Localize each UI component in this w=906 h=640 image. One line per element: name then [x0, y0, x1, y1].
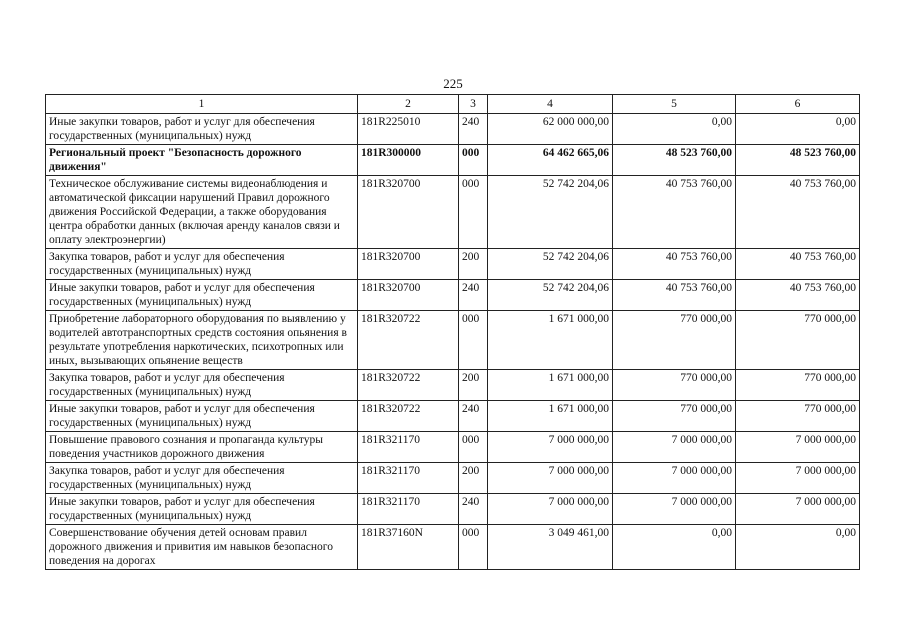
header-cell-3: 3: [459, 95, 488, 114]
header-row: [46, 95, 860, 114]
row-code-cell: 181R320700: [358, 176, 459, 249]
row-value-4-cell: 62 000 000,00: [488, 114, 613, 145]
row-kind-cell: 200: [459, 463, 488, 494]
row-value-5-cell: 40 753 760,00: [613, 176, 736, 249]
row-value-6-cell: 7 000 000,00: [736, 432, 860, 463]
table-row: [46, 249, 860, 280]
header-cell-2: 2: [358, 95, 459, 114]
row-value-4-cell: 52 742 204,06: [488, 280, 613, 311]
row-code-cell: 181R320700: [358, 280, 459, 311]
row-code-cell: 181R320722: [358, 370, 459, 401]
row-value-4-cell: 52 742 204,06: [488, 249, 613, 280]
table-row: [46, 280, 860, 311]
row-code-cell: 181R300000: [358, 145, 459, 176]
row-name-cell: Повышение правового сознания и пропаганда культуры поведения участников дорожного движения: [46, 432, 358, 463]
row-kind-cell: 240: [459, 114, 488, 145]
row-value-5-cell: 7 000 000,00: [613, 463, 736, 494]
row-kind-cell: 000: [459, 145, 488, 176]
header-cell-1: 1: [46, 95, 358, 114]
table-row: [46, 176, 860, 249]
row-value-5-cell: 40 753 760,00: [613, 280, 736, 311]
row-name-cell: Закупка товаров, работ и услуг для обеспечения государственных (муниципальных) нужд: [46, 463, 358, 494]
row-name-cell: Региональный проект "Безопасность дорожного движения": [46, 145, 358, 176]
page-number: 225: [443, 76, 463, 91]
row-value-4-cell: 64 462 665,06: [488, 145, 613, 176]
row-value-6-cell: 40 753 760,00: [736, 176, 860, 249]
row-name-cell: Совершенствование обучения детей основам правил дорожного движения и привития им навыков безопасного поведения на дорогах: [46, 525, 358, 570]
row-kind-cell: 200: [459, 370, 488, 401]
header-cell-6: 6: [736, 95, 860, 114]
row-kind-cell: 000: [459, 525, 488, 570]
row-code-cell: 181R321170: [358, 463, 459, 494]
table-row: [46, 432, 860, 463]
table-row: [46, 463, 860, 494]
row-value-4-cell: 1 671 000,00: [488, 370, 613, 401]
row-value-6-cell: 0,00: [736, 525, 860, 570]
row-code-cell: 181R320722: [358, 401, 459, 432]
table-row: [46, 114, 860, 145]
row-kind-cell: 200: [459, 249, 488, 280]
row-name-cell: Закупка товаров, работ и услуг для обеспечения государственных (муниципальных) нужд: [46, 249, 358, 280]
row-kind-cell: 000: [459, 311, 488, 370]
row-value-5-cell: 770 000,00: [613, 370, 736, 401]
row-code-cell: 181R225010: [358, 114, 459, 145]
row-code-cell: 181R321170: [358, 432, 459, 463]
row-kind-cell: 240: [459, 494, 488, 525]
table-row: [46, 311, 860, 370]
row-name-cell: Иные закупки товаров, работ и услуг для обеспечения государственных (муниципальных) нужд: [46, 401, 358, 432]
row-value-5-cell: 40 753 760,00: [613, 249, 736, 280]
row-name-cell: Иные закупки товаров, работ и услуг для обеспечения государственных (муниципальных) нужд: [46, 280, 358, 311]
row-value-6-cell: 7 000 000,00: [736, 494, 860, 525]
header-cell-5: 5: [613, 95, 736, 114]
row-value-5-cell: 770 000,00: [613, 401, 736, 432]
budget-table: [45, 94, 860, 570]
row-value-4-cell: 7 000 000,00: [488, 494, 613, 525]
row-kind-cell: 000: [459, 432, 488, 463]
row-value-4-cell: 7 000 000,00: [488, 463, 613, 494]
row-name-cell: Приобретение лабораторного оборудования по выявлению у водителей автотранспортных средств состояния опьянения в результате употребления наркотических, психотропных или иных, вызывающих опьянение веществ: [46, 311, 358, 370]
row-value-5-cell: 7 000 000,00: [613, 432, 736, 463]
row-value-4-cell: 1 671 000,00: [488, 401, 613, 432]
row-value-6-cell: 40 753 760,00: [736, 280, 860, 311]
row-name-cell: Техническое обслуживание системы видеонаблюдения и автоматической фиксации нарушений Правил дорожного движения Российской Федерации, а также оборудования центра обработки данных (включая аренду каналов связи и оплату электроэнергии): [46, 176, 358, 249]
row-value-5-cell: 0,00: [613, 525, 736, 570]
table-row: [46, 494, 860, 525]
row-value-4-cell: 1 671 000,00: [488, 311, 613, 370]
row-name-cell: Иные закупки товаров, работ и услуг для обеспечения государственных (муниципальных) нужд: [46, 114, 358, 145]
row-value-5-cell: 48 523 760,00: [613, 145, 736, 176]
row-code-cell: 181R37160N: [358, 525, 459, 570]
row-value-5-cell: 770 000,00: [613, 311, 736, 370]
row-value-6-cell: 770 000,00: [736, 401, 860, 432]
row-name-cell: Закупка товаров, работ и услуг для обеспечения государственных (муниципальных) нужд: [46, 370, 358, 401]
row-value-6-cell: 40 753 760,00: [736, 249, 860, 280]
row-value-4-cell: 7 000 000,00: [488, 432, 613, 463]
row-code-cell: 181R320722: [358, 311, 459, 370]
row-code-cell: 181R320700: [358, 249, 459, 280]
row-kind-cell: 000: [459, 176, 488, 249]
table-row: [46, 145, 860, 176]
row-value-4-cell: 3 049 461,00: [488, 525, 613, 570]
row-value-6-cell: 770 000,00: [736, 311, 860, 370]
header-cell-4: 4: [488, 95, 613, 114]
row-name-cell: Иные закупки товаров, работ и услуг для обеспечения государственных (муниципальных) нужд: [46, 494, 358, 525]
row-value-6-cell: 0,00: [736, 114, 860, 145]
row-value-6-cell: 48 523 760,00: [736, 145, 860, 176]
row-value-6-cell: 7 000 000,00: [736, 463, 860, 494]
row-kind-cell: 240: [459, 280, 488, 311]
row-value-4-cell: 52 742 204,06: [488, 176, 613, 249]
table-row: [46, 370, 860, 401]
table-row: [46, 401, 860, 432]
row-value-5-cell: 7 000 000,00: [613, 494, 736, 525]
row-value-5-cell: 0,00: [613, 114, 736, 145]
row-kind-cell: 240: [459, 401, 488, 432]
table-row: [46, 525, 860, 570]
row-code-cell: 181R321170: [358, 494, 459, 525]
row-value-6-cell: 770 000,00: [736, 370, 860, 401]
